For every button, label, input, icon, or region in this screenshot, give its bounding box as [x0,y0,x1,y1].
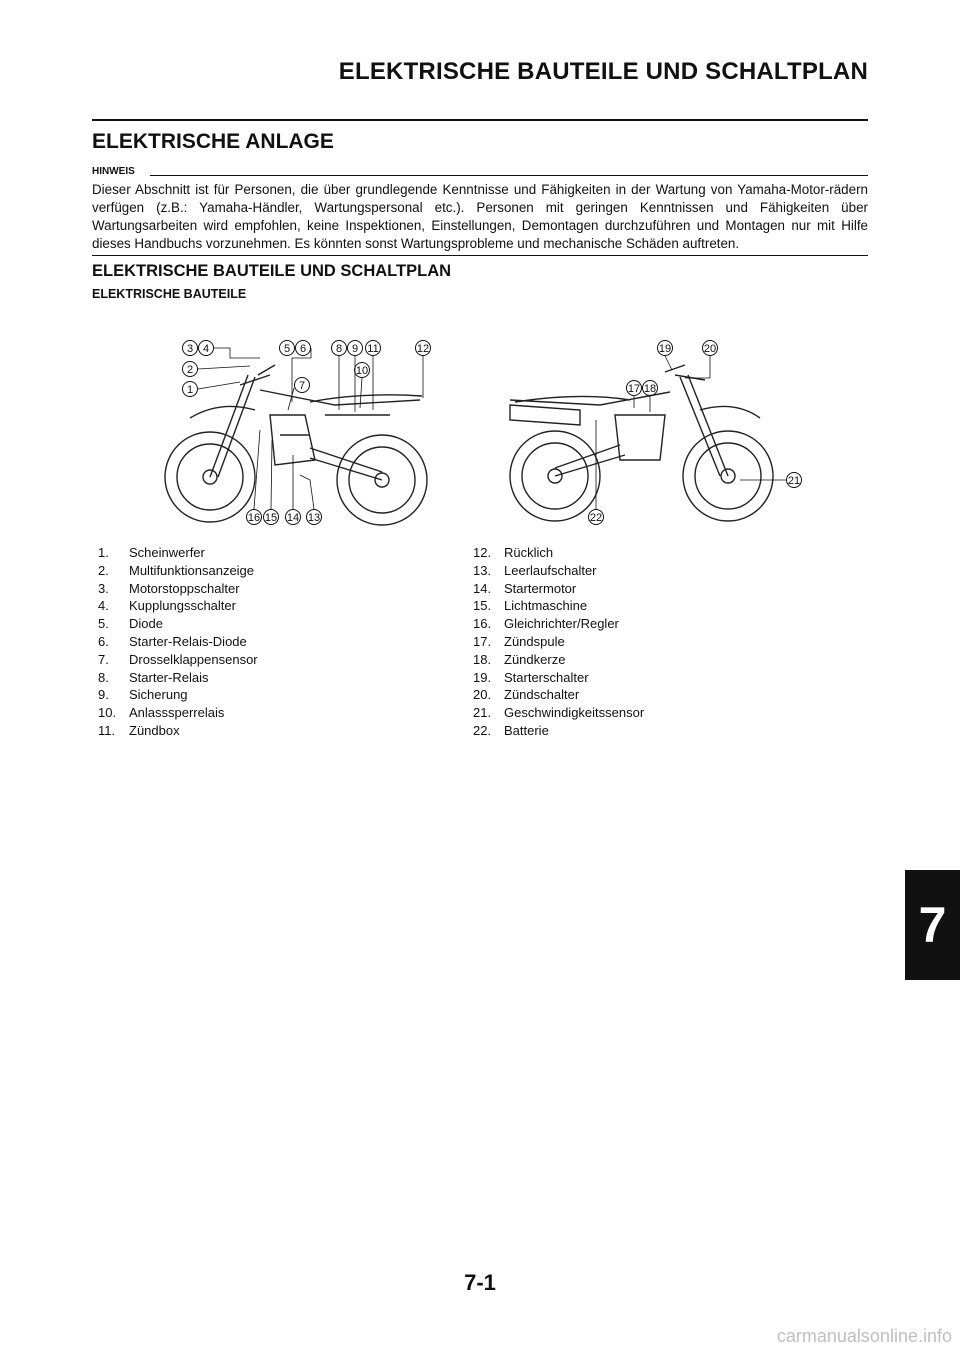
legend-item-number: 2. [98,562,109,578]
chapter-tab [905,870,960,980]
svg-text:9: 9 [351,343,359,355]
legend-item [473,669,644,687]
legend-item-label: Anlasssperrelais [129,705,225,721]
legend-item-number: 20. [473,687,492,703]
legend-item-label: Zündkerze [504,651,566,667]
svg-text:19: 19 [658,343,672,355]
legend-item-number: 12. [473,545,492,560]
callout-16 [247,510,262,525]
svg-text:22: 22 [589,512,603,524]
svg-text:7: 7 [298,380,306,392]
legend-item [473,633,644,651]
header-rule [92,119,868,121]
legend-item-number: 9. [98,687,109,703]
legend-item [473,562,644,580]
legend-item-label: Starter-Relais [129,669,209,685]
svg-text:8: 8 [335,343,343,355]
legend-item-label: Geschwindigkeitssensor [504,705,645,721]
motorcycle-illustration [160,330,820,535]
legend-item-label: Kupplungsschalter [129,598,236,614]
svg-text:5: 5 [283,343,291,355]
callout-22 [589,510,604,525]
page-number: 7-1 [464,1270,496,1295]
legend-left-column [98,544,258,740]
legend-right-column [473,544,644,740]
svg-text:20: 20 [703,343,717,355]
legend-item-number: 17. [473,633,492,649]
callout-14 [286,510,301,525]
note-label: HINWEIS [92,166,138,177]
legend-item-number: 7. [98,651,109,667]
callout-6 [296,341,311,356]
legend-item-number: 5. [98,616,109,632]
svg-text:10: 10 [355,365,369,377]
callout-4 [199,341,214,356]
legend-item-label: Gleichrichter/Regler [504,616,619,632]
legend-item [473,597,644,615]
chapter-number: 7 [918,897,947,953]
legend-item [98,597,258,615]
legend-item-label: Drosselklappensensor [129,651,258,667]
callout-8 [332,341,347,356]
callout-19 [658,341,673,356]
subsection-title: ELEKTRISCHE BAUTEILE UND SCHALTPLAN [92,262,452,280]
legend-item-label: Startermotor [504,580,577,596]
svg-text:16: 16 [247,512,261,524]
svg-text:12: 12 [416,343,430,355]
legend-item-label: Batterie [504,722,549,738]
legend-item-label: Zündbox [129,722,180,738]
subsubsection-title: ELEKTRISCHE BAUTEILE [92,287,247,301]
svg-text:3: 3 [186,343,194,355]
legend-item-number: 22. [473,722,492,738]
legend-item-number: 11. [98,722,116,738]
svg-text:1: 1 [186,384,194,396]
legend-item [98,686,258,704]
callout-9 [348,341,363,356]
legend-item [473,651,644,669]
legend-item-label: Lichtmaschine [504,598,588,614]
legend-item-number: 6. [98,633,109,649]
svg-text:17: 17 [627,383,641,395]
svg-text:6: 6 [299,343,307,355]
callout-20 [703,341,718,356]
section-title: ELEKTRISCHE ANLAGE [92,130,334,153]
callout-21 [787,473,802,488]
legend-item-label: Zündschalter [504,687,580,703]
leader-lines-right [596,356,786,509]
legend-item-number: 1. [98,545,109,560]
legend-item-label: Leerlaufschalter [504,562,597,578]
legend-item [473,615,644,633]
note-rule [150,175,868,176]
legend-item-label: Zündspule [504,633,565,649]
callout-12 [416,341,431,356]
svg-text:18: 18 [643,383,657,395]
callout-10 [355,363,370,378]
legend-item-label: Rücklich [504,545,554,560]
callout-13 [307,510,322,525]
legend-item [98,651,258,669]
legend-item-number: 8. [98,669,109,685]
svg-text:14: 14 [286,512,300,524]
legend-item [473,544,644,562]
legend-item [98,615,258,633]
callout-17 [627,381,642,396]
legend-item-number: 18. [473,651,492,667]
legend-item-number: 4. [98,598,109,614]
callouts-right [589,341,802,525]
legend-item [98,669,258,687]
legend-item-label: Starterschalter [504,669,589,685]
legend-item [473,580,644,598]
legend-item [98,544,258,562]
note-end-rule [92,255,868,256]
legend-item-number: 3. [98,580,109,596]
callout-15 [264,510,279,525]
legend-item-label: Starter-Relais-Diode [129,633,247,649]
legend-item-number: 21. [473,705,492,721]
legend-item-number: 19. [473,669,492,685]
legend-item-number: 13. [473,562,492,578]
watermark: carmanualsonline.info [776,1326,952,1346]
legend-item [98,704,258,722]
legend-item [98,633,258,651]
legend-item [98,562,258,580]
legend-item [473,722,644,740]
note-text: Dieser Abschnitt ist für Personen, die über grundlegende Kenntnisse und Fähigkeiten in der Wartung von Yamaha-Motor-rädern verfügen (z.B.: Yamaha-Händler, Wartungspersonal etc.). Personen mit geringen Kenntnissen und Fähigkeiten über Wartungsarbeiten wird empfohlen, keine Inspektionen, Einstellungen, Demontagen durchzuführen und Montagen nur mit Hilfe dieses Handbuchs vorzunehmen. Es könnten sonst Wartungsprobleme und mechanische Schäden auftreten. [92,182,868,251]
svg-text:15: 15 [264,512,278,524]
callout-3 [183,341,198,356]
legend-item-label: Scheinwerfer [129,545,205,560]
callout-7 [295,378,310,393]
legend-item [98,722,258,740]
legend-item-number: 10. [98,705,117,721]
svg-text:13: 13 [307,512,321,524]
legend-item [98,580,258,598]
page-header-title: ELEKTRISCHE BAUTEILE UND SCHALTPLAN [338,58,868,85]
callout-11 [366,341,381,356]
legend-item-label: Multifunktionsanzeige [129,562,255,578]
callout-1 [183,382,198,397]
legend-item-number: 16. [473,616,492,632]
callout-2 [183,362,198,377]
leader-lines-left [198,348,423,509]
legend-item-number: 15. [473,598,492,614]
legend-item [473,704,644,722]
legend-item-label: Sicherung [129,687,188,703]
legend-item-number: 14. [473,580,492,596]
legend-item-label: Motorstoppschalter [129,580,240,596]
callout-5 [280,341,295,356]
svg-text:21: 21 [787,475,801,487]
callout-18 [643,381,658,396]
svg-text:11: 11 [367,343,379,355]
svg-text:2: 2 [186,364,194,376]
legend-item-label: Diode [129,616,163,632]
legend-item [473,686,644,704]
svg-text:4: 4 [202,343,210,355]
